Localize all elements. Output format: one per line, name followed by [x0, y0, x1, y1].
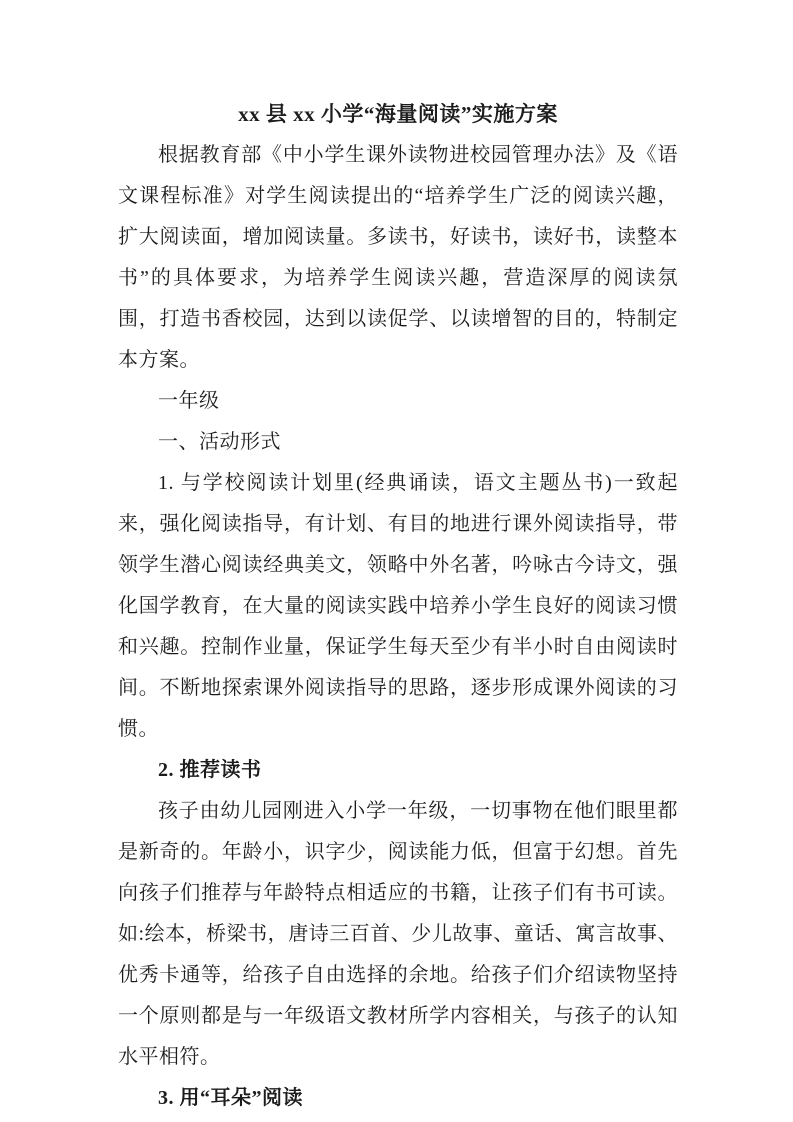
heading-item-3-ear-reading: 3. 用“耳朵”阅读 — [158, 1087, 303, 1109]
paragraph-item-1-reading-plan: 1. 与学校阅读计划里(经典诵读，语文主题丛书)一致起来，强化阅读指导，有计划、有目的地进行课外阅读指导，带领学生潜心阅读经典美文，领略中外名著，吟咏古今诗文，强化国学教育，在大量的阅读实践中培养小学生良好的阅读习惯和兴趣。控制作业量，保证学生每天至少有半小时自由阅读时间。不断地探索课外阅读指导的思路，逐步形成课外阅读的习惯。 — [118, 472, 678, 740]
heading-activity-format: 一、活动形式 — [158, 431, 281, 453]
paragraph-item-2-recommend-books: 孩子由幼儿园刚进入小学一年级，一切事物在他们眼里都是新奇的。年龄小，识字少，阅读能力低，但富于幻想。首先向孩子们推荐与年龄特点相适应的书籍，让孩子们有书可读。如:绘本，桥梁书，唐诗三百首、少儿故事、童话、寓言故事、优秀卡通等，给孩子自由选择的余地。给孩子们介绍读物坚持一个原则都是与一年级语文教材所学内容相关，与孩子的认知水平相符。 — [118, 800, 678, 1068]
document-content — [118, 94, 678, 1119]
paragraph-intro: 根据教育部《中小学生课外读物进校园管理办法》及《语文课程标准》对学生阅读提出的“培养学生广泛的阅读兴趣，扩大阅读面，增加阅读量。多读书，好读书，读好书，读整本书”的具体要求，为培养学生阅读兴趣，营造深厚的阅读氛围，打造书香校园，达到以读促学、以读增智的目的，特制定本方案。 — [118, 144, 678, 371]
heading-grade-one: 一年级 — [158, 390, 220, 412]
document-title: xx 县 xx 小学“海量阅读”实施方案 — [238, 102, 558, 126]
heading-item-2-recommend-books: 2. 推荐读书 — [158, 759, 262, 781]
